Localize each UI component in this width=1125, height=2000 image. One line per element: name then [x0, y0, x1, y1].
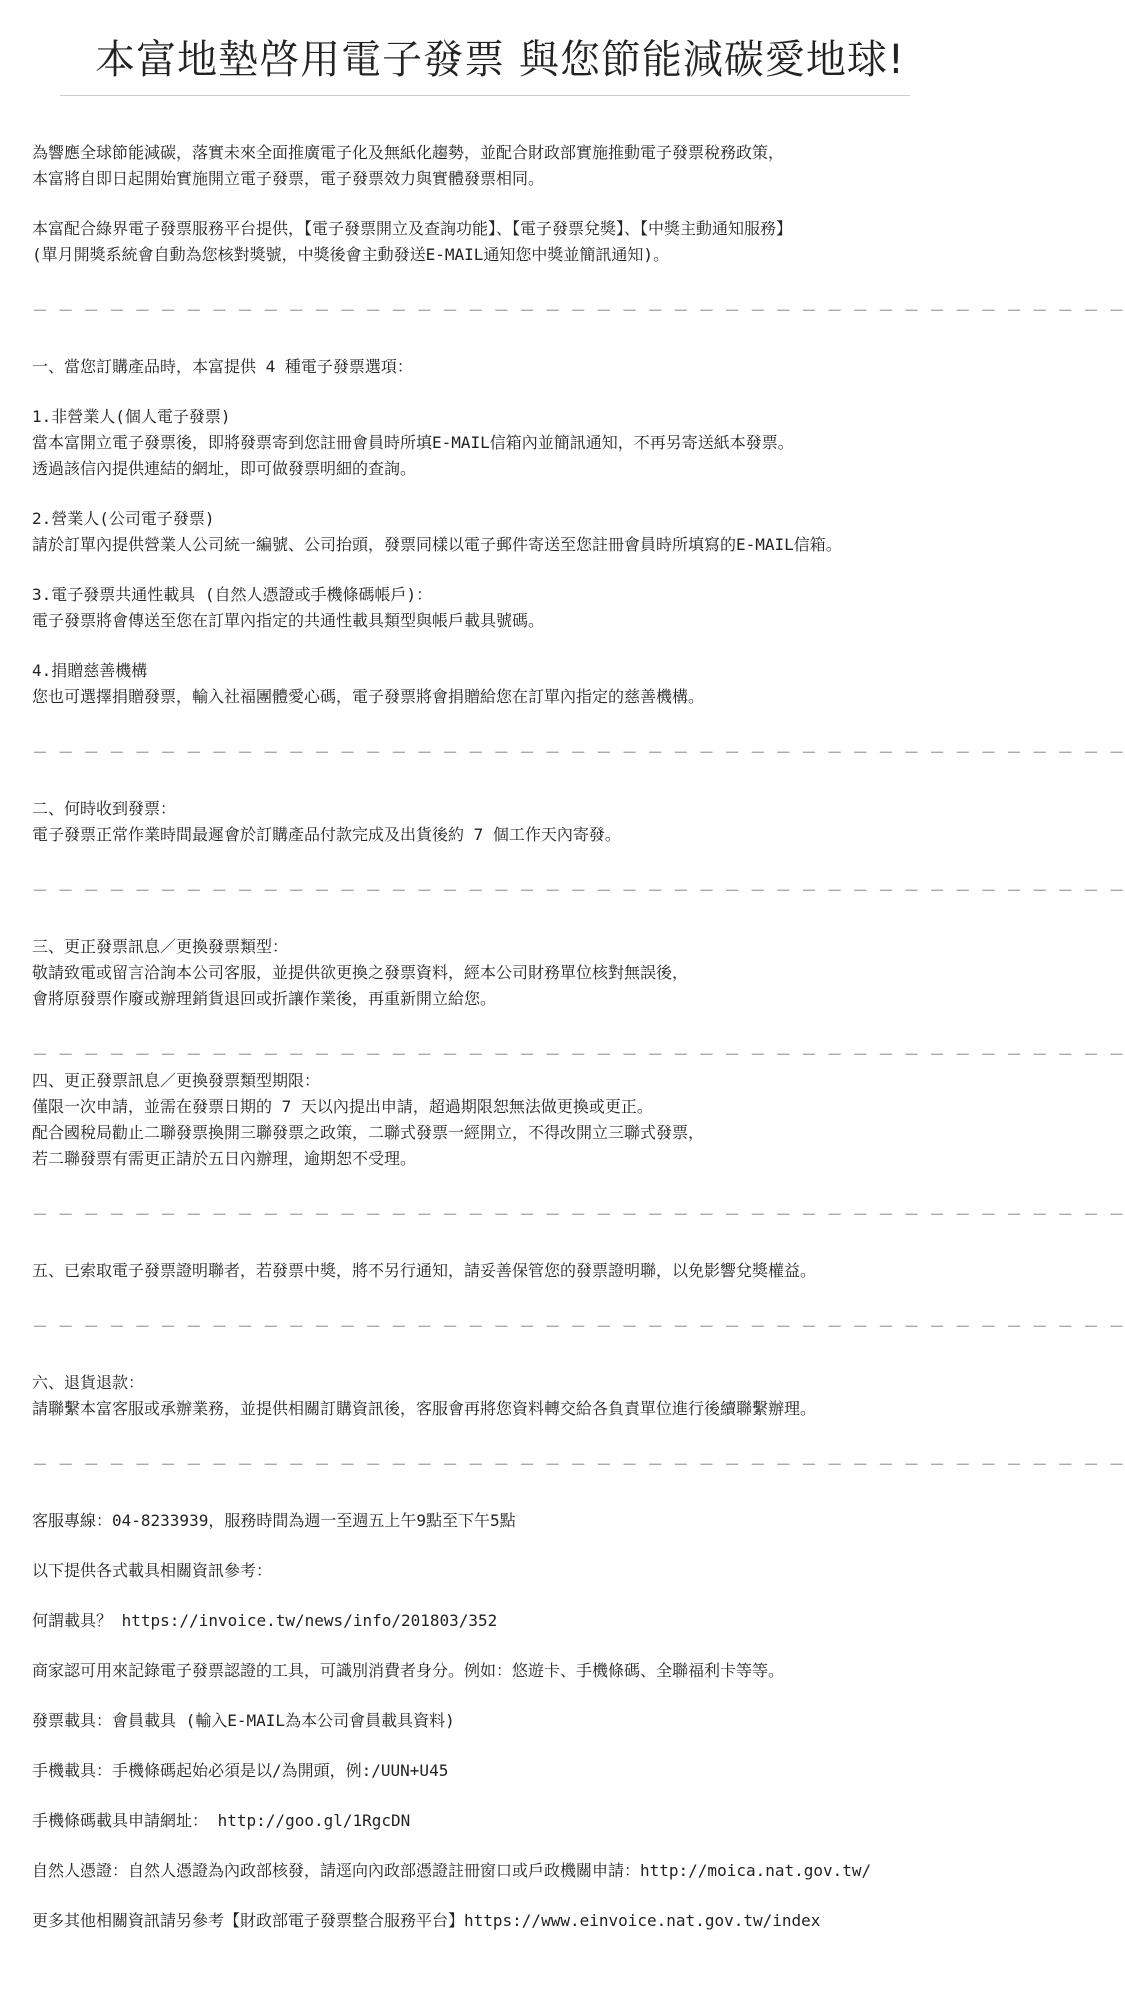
title-divider	[60, 95, 910, 96]
section-divider: － － － － － － － － － － － － － － － － － － － － － － － － － － － － － － － － － － － － － － － － － － －	[32, 1045, 1125, 1064]
section-divider: － － － － － － － － － － － － － － － － － － － － － － － － － － － － － － － － － － － － － － － － － － －	[32, 301, 1125, 320]
section5-text: 五、已索取電子發票證明聯者，若發票中獎，將不另行通知，請妥善保管您的發票證明聯，以免影響兌獎權益。	[32, 1261, 817, 1280]
section3-heading: 三、更正發票訊息／更換發票類型：	[32, 937, 289, 956]
section4-text: 配合國稅局勸止二聯發票換開三聯發票之政策，二聯式發票一經開立，不得改開立三聯式發票，	[32, 1123, 705, 1142]
einvoice-platform-link[interactable]: 更多其他相關資訊請另參考【財政部電子發票整合服務平台】https://www.einvoice.nat.gov.tw/index	[32, 1911, 821, 1930]
section3-text: 會將原發票作廢或辦理銷貨退回或折讓作業後，再重新開立給您。	[32, 989, 497, 1008]
option4-text: 您也可選擇捐贈發票，輸入社福團體愛心碼，電子發票將會捐贈給您在訂單內指定的慈善機構。	[32, 687, 705, 706]
option1-text: 當本富開立電子發票後，即將發票寄到您註冊會員時所填E-MAIL信箱內並簡訊通知，不再另寄送紙本發票。	[32, 433, 794, 452]
intro-line: 本富配合綠界電子發票服務平台提供，【電子發票開立及查詢功能】、【電子發票兌獎】、【中獎主動通知服務】	[32, 219, 793, 238]
section-divider: － － － － － － － － － － － － － － － － － － － － － － － － － － － － － － － － － － － － － － － － － － －	[32, 881, 1125, 900]
section-divider: － － － － － － － － － － － － － － － － － － － － － － － － － － － － － － － － － － － － － － － － － － －	[32, 743, 1125, 762]
section2-heading: 二、何時收到發票：	[32, 799, 177, 818]
section3-text: 敬請致電或留言洽詢本公司客服，並提供欲更換之發票資料，經本公司財務單位核對無誤後，	[32, 963, 689, 982]
section-divider: － － － － － － － － － － － － － － － － － － － － － － － － － － － － － － － － － － － － － － － － － － －	[32, 1205, 1125, 1224]
section4-text: 僅限一次申請，並需在發票日期的 7 天以內提出申請，超過期限恕無法做更換或更正。	[32, 1097, 653, 1116]
notice-content	[32, 140, 1125, 1958]
mobile-carrier: 手機載具：手機條碼起始必須是以/為開頭，例:/UUN+U45	[32, 1761, 449, 1780]
section1-heading: 一、當您訂購產品時，本富提供 4 種電子發票選項：	[32, 357, 413, 376]
section-divider: － － － － － － － － － － － － － － － － － － － － － － － － － － － － － － － － － － － － － － － － － － －	[32, 1455, 1125, 1474]
member-carrier: 發票載具：會員載具 (輸入E-MAIL為本公司會員載具資料)	[32, 1711, 455, 1730]
option3-text: 電子發票將會傳送至您在訂單內指定的共通性載具類型與帳戶載具號碼。	[32, 611, 545, 630]
service-hotline: 客服專線：04-8233939，服務時間為週一至週五上午9點至下午5點	[32, 1511, 516, 1530]
citizen-certificate-link[interactable]: 自然人憑證：自然人憑證為內政部核發，請逕向內政部憑證註冊窗口或戶政機關申請：http://moica.nat.gov.tw/	[32, 1861, 872, 1880]
section4-text: 若二聯發票有需更正請於五日內辦理，逾期恕不受理。	[32, 1149, 417, 1168]
section2-text: 電子發票正常作業時間最遲會於訂購產品付款完成及出貨後約 7 個工作天內寄發。	[32, 825, 621, 844]
option4-title: 4.捐贈慈善機構	[32, 661, 148, 680]
page-title: 本富地墊啓用電子發票 與您節能減碳愛地球!	[95, 37, 905, 83]
intro-line: (單月開獎系統會自動為您核對獎號，中獎後會主動發送E-MAIL通知您中獎並簡訊通知)。	[32, 245, 670, 264]
intro-line: 本富將自即日起開始實施開立電子發票，電子發票效力與實體發票相同。	[32, 169, 545, 188]
intro-line: 為響應全球節能減碳，落實未來全面推廣電子化及無紙化趨勢，並配合財政部實施推動電子發票稅務政策，	[32, 143, 785, 162]
section4-heading: 四、更正發票訊息／更換發票類型期限：	[32, 1071, 321, 1090]
carrier-question-link[interactable]: 何謂載具？ https://invoice.tw/news/info/201803/352	[32, 1611, 498, 1630]
section6-text: 請聯繫本富客服或承辦業務，並提供相關訂購資訊後，客服會再將您資料轉交給各負責單位進行後續聯繫辦理。	[32, 1399, 817, 1418]
option1-text: 透過該信內提供連結的網址，即可做發票明細的查詢。	[32, 459, 417, 478]
mobile-carrier-apply-link[interactable]: 手機條碼載具申請網址： http://goo.gl/1RgcDN	[32, 1811, 411, 1830]
option2-text: 請於訂單內提供營業人公司統一編號、公司抬頭，發票同樣以電子郵件寄送至您註冊會員時所填寫的E-MAIL信箱。	[32, 535, 842, 554]
carrier-ref-intro: 以下提供各式載具相關資訊參考：	[32, 1561, 273, 1580]
option1-title: 1.非營業人(個人電子發票)	[32, 407, 231, 426]
option3-title: 3.電子發票共通性載具 (自然人憑證或手機條碼帳戶)：	[32, 585, 433, 604]
option2-title: 2.營業人(公司電子發票)	[32, 509, 215, 528]
section6-heading: 六、退貨退款：	[32, 1373, 145, 1392]
carrier-definition: 商家認可用來記錄電子發票認證的工具，可識別消費者身分。例如：悠遊卡、手機條碼、全聯福利卡等等。	[32, 1661, 785, 1680]
section-divider: － － － － － － － － － － － － － － － － － － － － － － － － － － － － － － － － － － － － － － － － － － －	[32, 1317, 1125, 1336]
